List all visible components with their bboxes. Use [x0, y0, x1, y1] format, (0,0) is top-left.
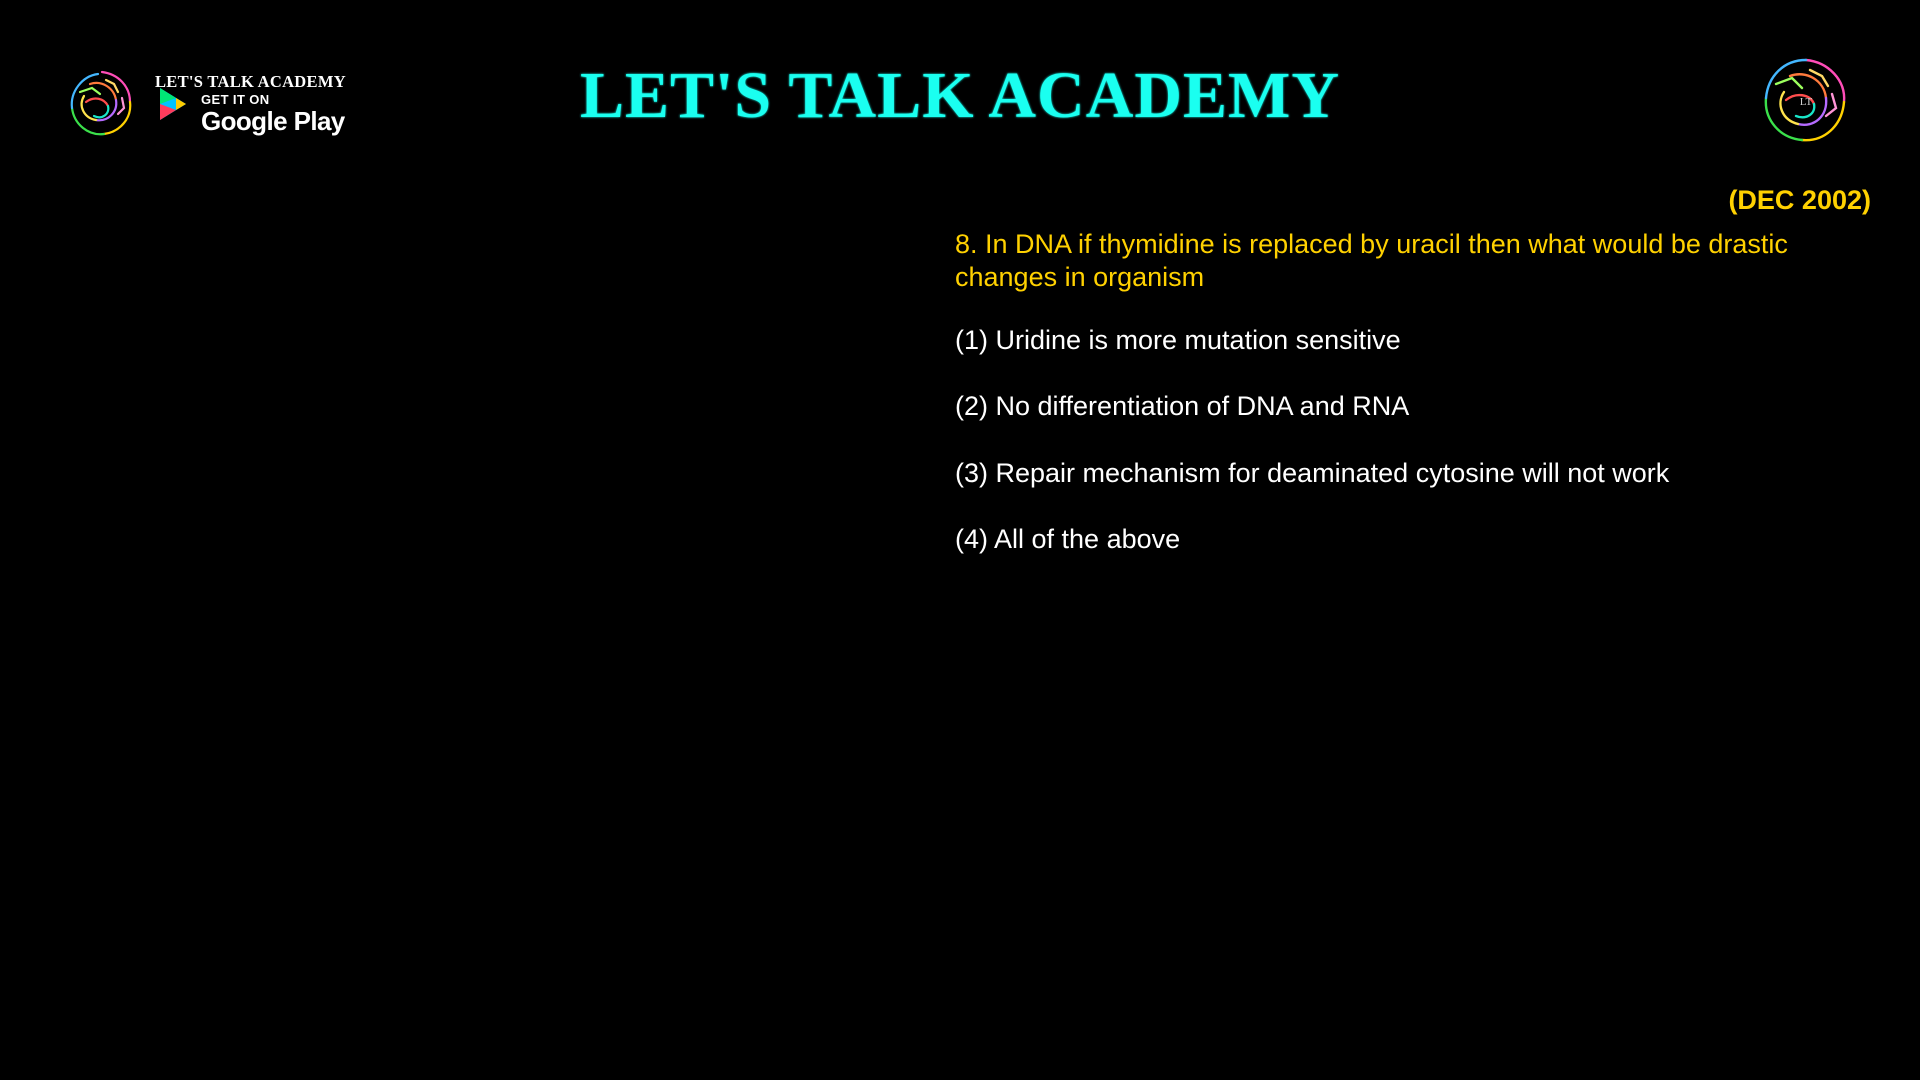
right-logo-label: LT	[1799, 96, 1813, 108]
page-title: LET'S TALK ACADEMY	[579, 59, 1341, 132]
slide-content	[955, 185, 1875, 555]
option-2[interactable]: (2) No differentiation of DNA and RNA	[955, 391, 1410, 422]
get-it-on-label: GET IT ON	[201, 92, 270, 108]
options-list	[955, 324, 1875, 556]
brand-small-title: LET'S TALK ACADEMY	[155, 71, 346, 91]
option-3[interactable]: (3) Repair mechanism for deaminated cytosine will not work	[955, 457, 1670, 488]
option-4[interactable]: (4) All of the above	[955, 524, 1181, 555]
question-text: 8. In DNA if thymidine is replaced by uracil then what would be drastic changes in organism	[955, 229, 1788, 292]
option-1[interactable]: (1) Uridine is more mutation sensitive	[955, 324, 1401, 355]
exam-year-badge: (DEC 2002)	[1728, 185, 1871, 215]
store-name-label: Google Play	[201, 106, 345, 137]
molecule-swirl-icon-right	[1752, 48, 1860, 156]
slide-header	[0, 0, 1920, 172]
